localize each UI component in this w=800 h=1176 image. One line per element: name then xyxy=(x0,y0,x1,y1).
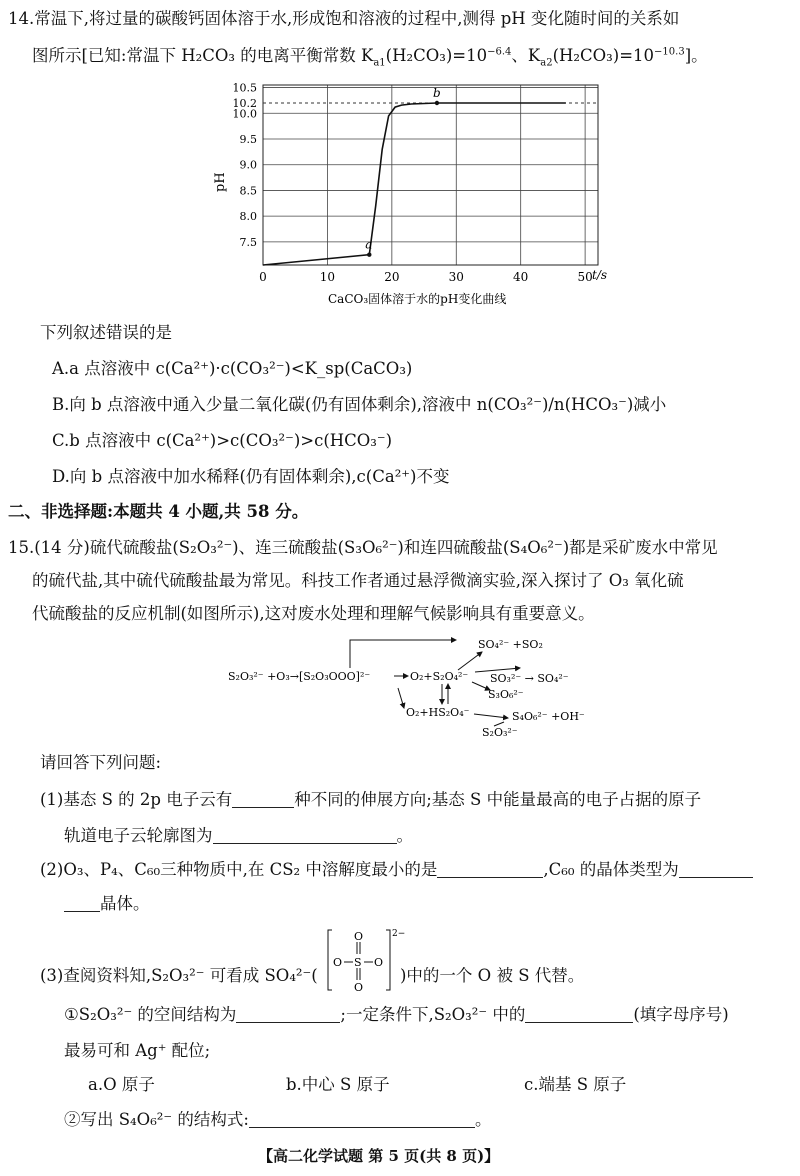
x-tick-label: 50 xyxy=(577,270,593,284)
x-tick-label: 30 xyxy=(448,270,464,284)
choice-a: a.O 原子 xyxy=(88,1075,155,1094)
q15-part2-line2 xyxy=(64,893,150,915)
q14-stem-line1: 14.常温下,将过量的碳酸钙固体溶于水,形成饱和溶液的过程中,测得 pH 变化随时间的关系如 xyxy=(8,9,680,28)
q14-stem-text: 图所示[已知:常温下 H₂CO₃ 的电离平衡常数 K xyxy=(32,46,374,65)
y-tick-label: 8.0 xyxy=(239,210,257,224)
scheme-so3: SO₃²⁻ → SO₄²⁻ xyxy=(490,672,569,685)
p31-text-b: ;一定条件下,S₂O₃²⁻ 中的 xyxy=(340,1005,526,1024)
so4-o-right: O xyxy=(374,956,384,969)
bracket-right xyxy=(386,930,390,990)
x-tick-label: 20 xyxy=(384,270,400,284)
q14-option-d: D.向 b 点溶液中加水稀释(仍有固体剩余),c(Ca²⁺)不变 xyxy=(52,467,450,486)
scheme-s2o3: S₂O₃²⁻ xyxy=(482,726,518,739)
point-b xyxy=(435,101,439,105)
p1-end: 。 xyxy=(396,826,413,845)
q14-option-c: C.b 点溶液中 c(Ca²⁺)>c(CO₃²⁻)>c(HCO₃⁻) xyxy=(52,431,393,450)
p1-text-c: 轨道电子云轮廓图为 xyxy=(64,826,213,845)
bracket-left xyxy=(328,930,332,990)
q15-part3-1-line2: 最易可和 Ag⁺ 配位; xyxy=(64,1041,211,1060)
scheme-hs2o4: O₂+HS₂O₄⁻ xyxy=(406,706,470,719)
q15-part3-1 xyxy=(64,1004,729,1026)
so4-structure xyxy=(324,926,408,996)
q15-part3-text-b: )中的一个 O 被 S 代替。 xyxy=(400,966,585,985)
y-tick-label: 8.5 xyxy=(239,184,257,198)
x-tick-label: 40 xyxy=(513,270,529,284)
point-a xyxy=(367,253,371,257)
scheme-top: SO₄²⁻ +SO₂ xyxy=(478,638,543,651)
y-tick-label: 7.5 xyxy=(239,235,257,249)
p1-blank-2[interactable] xyxy=(213,827,397,844)
so4-charge: 2− xyxy=(392,929,406,939)
p1-text-b: 种不同的伸展方向;基态 S 中能量最高的电子占据的原子 xyxy=(294,790,702,809)
ph-chart xyxy=(200,78,620,318)
y-tick-label: 10.0 xyxy=(232,107,257,121)
chart-grid xyxy=(263,85,598,265)
x-tick-labels xyxy=(259,270,593,284)
ka1-sub: a1 xyxy=(373,57,386,69)
q15-line2: 的硫代盐,其中硫代硫酸盐最为常见。科技工作者通过悬浮微滴实验,深入探讨了 O₃ 氧化硫 xyxy=(32,571,684,590)
section-heading: 二、非选择题:本题共 4 小题,共 58 分。 xyxy=(8,502,309,521)
q15-part3-text-a: (3)查阅资料知,S₂O₃²⁻ 可看成 SO₄²⁻( xyxy=(40,966,318,985)
p2-text-c: 晶体。 xyxy=(100,894,150,913)
scheme-reactants: S₂O₃²⁻ +O₃→[S₂O₃OOO]²⁻ xyxy=(228,670,371,683)
so4-o-bottom: O xyxy=(354,981,364,994)
p2-text-a: (2)O₃、P₄、C₆₀三种物质中,在 CS₂ 中溶解度最小的是 xyxy=(40,860,438,879)
chart-title: CaCO₃固体溶于水的pH变化曲线 xyxy=(328,292,507,306)
y-tick-label: 9.5 xyxy=(239,133,257,146)
ka2-sub: a2 xyxy=(540,57,553,69)
p2-text-b: ,C₆₀ 的晶体类型为 xyxy=(543,860,679,879)
choice-b: b.中心 S 原子 xyxy=(286,1075,390,1094)
scheme-mid: O₂+S₂O₄²⁻ xyxy=(410,670,469,683)
p1-text-a: (1)基态 S 的 2p 电子云有 xyxy=(40,790,233,809)
x-axis-label: t/s xyxy=(592,268,608,282)
ka1-mid: (H₂CO₃)=10 xyxy=(385,46,488,65)
y-tick-label: 10.5 xyxy=(232,81,257,95)
ka2-pre: 、K xyxy=(511,46,541,65)
q15-ask: 请回答下列问题: xyxy=(40,753,162,772)
p31-text-c: (填字母序号) xyxy=(633,1005,729,1024)
q14-option-b: B.向 b 点溶液中通入少量二氧化碳(仍有固体剩余),溶液中 n(CO₃²⁻)/n(HCO₃⁻)减小 xyxy=(52,395,667,414)
p31-text-a: ①S₂O₃²⁻ 的空间结构为 xyxy=(64,1005,237,1024)
q14-option-a: A.a 点溶液中 c(Ca²⁺)·c(CO₃²⁻)<K_sp(CaCO₃) xyxy=(52,359,413,378)
scheme-s3o6: S₃O₆²⁻ xyxy=(488,688,524,701)
scheme-arrow-hs2o4 xyxy=(398,688,404,708)
point-label-b: b xyxy=(432,86,441,100)
p32-text-a: ②写出 S₄O₆²⁻ 的结构式: xyxy=(64,1110,249,1129)
chart-frame xyxy=(263,85,598,265)
scheme-arrow-s4o6 xyxy=(474,714,508,718)
scheme-arrow-top xyxy=(350,640,456,668)
curve-points xyxy=(365,86,440,257)
q15-part1-line2 xyxy=(64,825,413,847)
y-tick-labels xyxy=(233,82,258,249)
q14-stem-end: ]。 xyxy=(684,46,708,65)
so4-o-top: O xyxy=(354,930,364,943)
x-tick-label: 10 xyxy=(319,270,336,284)
p32-end: 。 xyxy=(474,1110,492,1129)
scheme-arrow-s3o6 xyxy=(472,682,490,690)
ka2-exp: −10.3 xyxy=(654,46,685,58)
y-tick-label: 9.0 xyxy=(239,158,257,172)
x-tick-label: 0 xyxy=(259,270,267,284)
scheme-s4o6: S₄O₆²⁻ +OH⁻ xyxy=(512,710,585,723)
p2-blank-1[interactable] xyxy=(437,861,543,878)
q15-part3-2 xyxy=(64,1109,491,1131)
p31-blank-1[interactable] xyxy=(236,1006,340,1023)
ka1-exp: −6.4 xyxy=(487,46,512,58)
point-label-a: a xyxy=(365,237,373,252)
p2-blank-2b[interactable] xyxy=(64,895,100,912)
q15-line1: 15.(14 分)硫代硫酸盐(S₂O₃²⁻)、连三硫酸盐(S₃O₆²⁻)和连四硫酸盐(S₄O₆²⁻)都是采矿废水中常见 xyxy=(8,538,718,557)
so4-s-center: S xyxy=(354,956,362,969)
reaction-scheme xyxy=(220,632,620,747)
y-axis-label: pH xyxy=(213,172,228,192)
q15-part2 xyxy=(40,859,753,881)
page-footer: 【高二化学试题 第 5 页(共 8 页)】 xyxy=(258,1147,500,1165)
scheme-arrow-so4 xyxy=(458,652,482,670)
so4-o-left: O xyxy=(333,956,343,969)
q14-question: 下列叙述错误的是 xyxy=(40,323,172,342)
p2-blank-2a[interactable] xyxy=(679,861,753,878)
choice-c: c.端基 S 原子 xyxy=(524,1075,627,1094)
p32-blank[interactable] xyxy=(249,1111,475,1128)
y-tick-label: 10.2 xyxy=(232,97,257,110)
p31-blank-2[interactable] xyxy=(525,1006,633,1023)
q14-stem-line2 xyxy=(32,45,708,67)
q15-part1 xyxy=(40,789,701,811)
ka2-mid: (H₂CO₃)=10 xyxy=(552,46,655,65)
p1-blank-1[interactable] xyxy=(232,791,294,808)
q15-line3: 代硫酸盐的反应机制(如图所示),这对废水处理和理解气候影响具有重要意义。 xyxy=(32,604,595,623)
